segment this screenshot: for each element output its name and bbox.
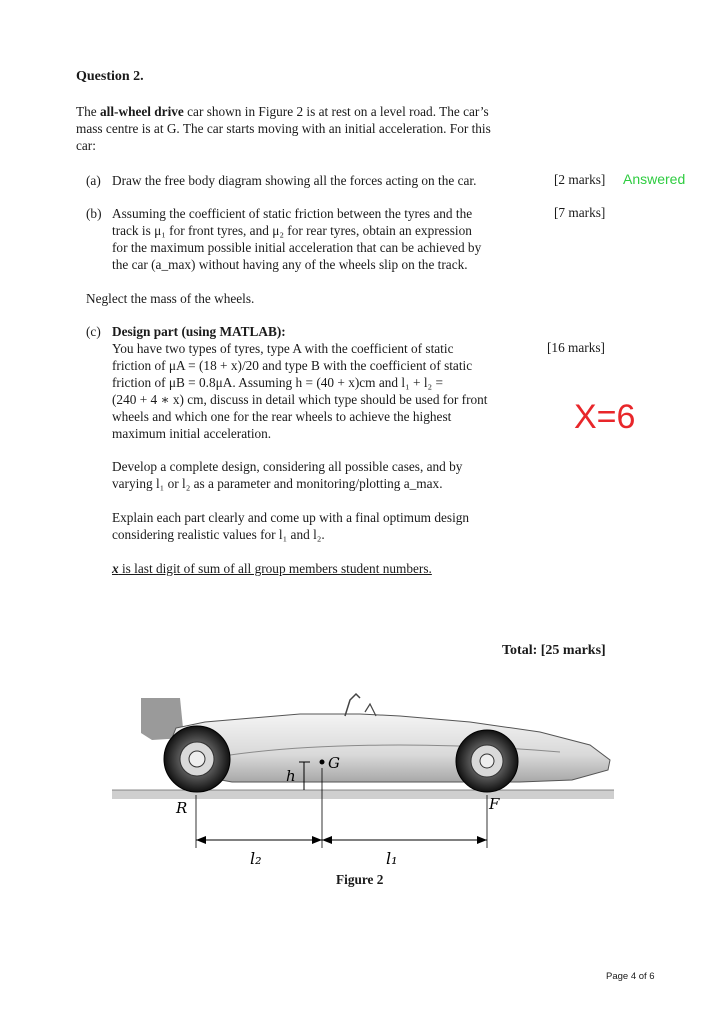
label-l1: l₁ <box>386 849 398 868</box>
part-c-explain-paragraph: Explain each part clearly and come up with a final optimum design considering realistic values for l₁ and l₂. <box>112 510 470 542</box>
part-c-title: Design part (using MATLAB): <box>112 324 286 339</box>
road-surface <box>112 790 614 799</box>
car-figure <box>0 680 724 880</box>
page-number: Page 4 of 6 <box>606 971 655 982</box>
label-h: h <box>286 767 296 785</box>
part-a <box>86 172 476 189</box>
total-marks: Total: [25 marks] <box>502 643 606 658</box>
part-b-marks: [7 marks] <box>554 205 606 220</box>
x-value-annotation: X=6 <box>574 398 636 436</box>
neglect-note: Neglect the mass of the wheels. <box>86 291 255 306</box>
car-body <box>168 714 610 782</box>
part-a-label: (a) <box>86 173 101 188</box>
label-l2: l₂ <box>250 849 262 868</box>
part-c-marks: [16 marks] <box>547 340 605 355</box>
figure-caption: Figure 2 <box>336 872 384 887</box>
question-title: Question 2. <box>76 69 144 84</box>
label-R: R <box>176 799 188 817</box>
label-F: F <box>489 795 500 813</box>
label-G: G <box>328 754 340 772</box>
part-c-design-paragraph: Develop a complete design, considering all possible cases, and by varying l₁ or l₂ as a parameter and monitoring/plotting a_max. <box>112 459 463 491</box>
intro-bold-term: all-wheel drive <box>100 104 184 119</box>
x-footnote: x is last digit of sum of all group members student numbers. <box>112 561 432 576</box>
part-c-label: (c) <box>86 324 101 339</box>
mass-centre-dot <box>320 760 325 765</box>
part-a-marks: [2 marks] <box>554 172 606 187</box>
cockpit-hoop <box>345 694 360 716</box>
part-a-text: Draw the free body diagram showing all the forces acting on the car. <box>112 173 477 188</box>
part-c-text: Design part (using MATLAB): You have two types of tyres, type A with the coefficient of static friction of μA = (18 + x)/20 and type B with the coefficient of static friction of μB = 0.8μA. Assuming h = (40 + x)cm and l₁ + l₂ = (240 + 4 ∗ x) cm, discuss in detail which type should be used for front wheels and which one for the rear wheels to achieve the highest maximum initial acceleration. <box>112 323 522 442</box>
part-b-label: (b) <box>86 206 102 221</box>
answered-status: Answered <box>623 171 686 187</box>
part-b-text: Assuming the coefficient of static friction between the tyres and the track is μ₁ for front tyres, and μ₂ for rear tyres, obtain an expression for the maximum possible initial acceleration that can be achieved by the car (a_max) without having any of the wheels slip on the track. <box>112 206 482 272</box>
question-intro: The all-wheel drive car shown in Figure 2 is at rest on a level road. The car’s mass centre is at G. The car starts moving with an initial acceleration. For this car: <box>76 104 491 153</box>
